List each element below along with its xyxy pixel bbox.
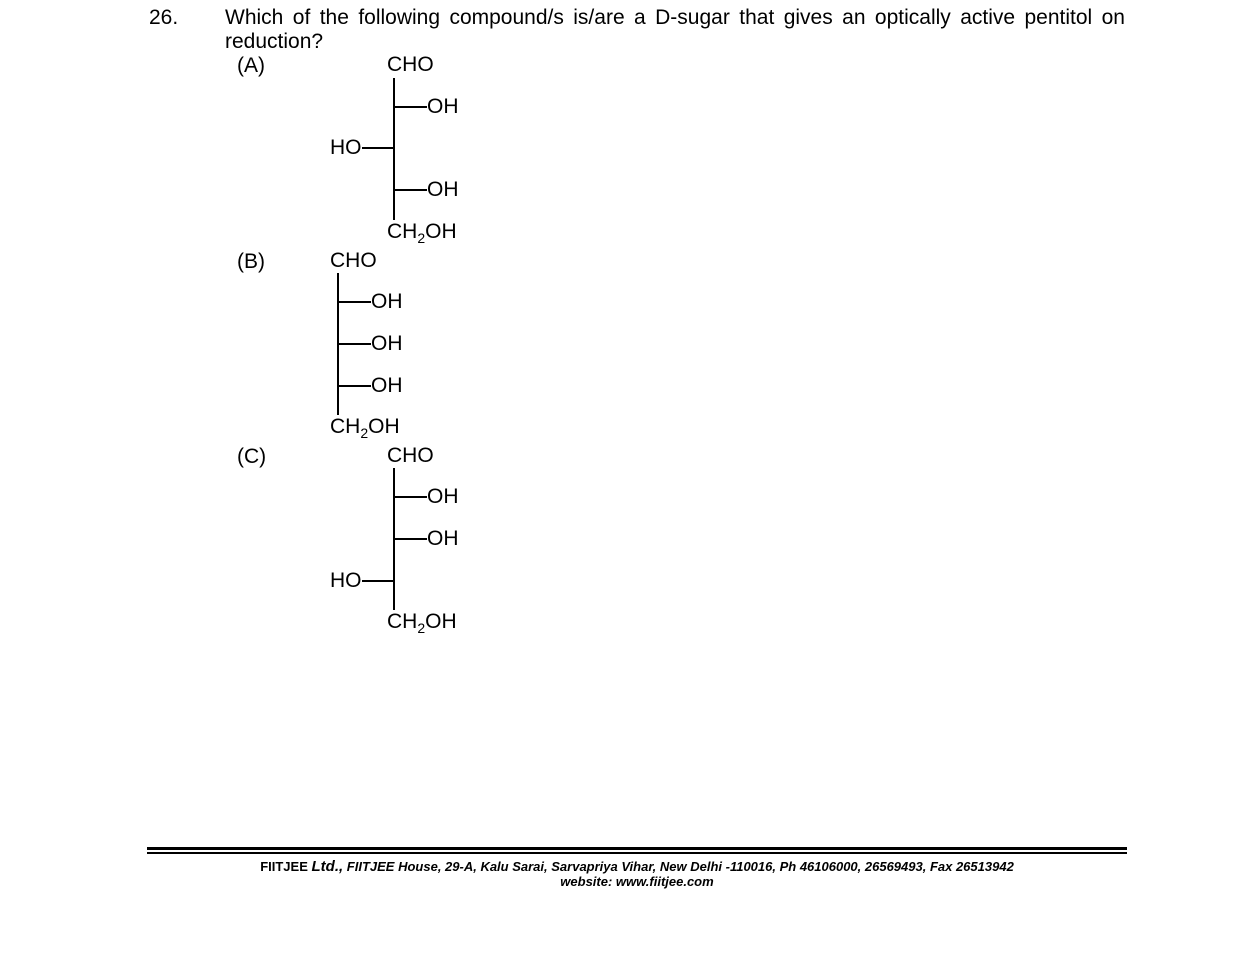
fischer-substituent: OH	[371, 374, 403, 397]
fischer-top-group: CHO	[387, 53, 434, 76]
footer-brand: FIITJEE	[260, 859, 308, 874]
fischer-top-group: CHO	[330, 249, 377, 272]
fischer-bond-right	[394, 538, 427, 540]
fischer-substituent: OH	[427, 485, 459, 508]
option-c-label: (C)	[237, 445, 267, 468]
option-a-label: (A)	[237, 54, 265, 77]
fischer-substituent: HO	[330, 569, 362, 592]
fischer-bottom-group: $CH_2OH$	[387, 220, 457, 247]
fischer-bond-right	[394, 496, 427, 498]
footer-address	[147, 858, 1127, 875]
footer-website: website: www.fiitjee.com	[560, 874, 714, 889]
footer-ltd: Ltd.,	[311, 858, 344, 875]
fischer-substituent: OH	[427, 178, 459, 201]
fischer-substituent: HO	[330, 136, 362, 159]
fischer-top-group: CHO	[387, 444, 434, 467]
fischer-substituent: OH	[427, 527, 459, 550]
fischer-bond-left	[362, 580, 394, 582]
fischer-substituent: OH	[371, 290, 403, 313]
option-b-label: (B)	[237, 250, 265, 273]
footer-rule-thin	[147, 852, 1127, 854]
fischer-substituent: OH	[371, 332, 403, 355]
footer-address-text: FIITJEE House, 29-A, Kalu Sarai, Sarvapriya Vihar, New Delhi -110016, Ph 46106000, 26569493, Fax 26513942	[346, 859, 1014, 874]
fischer-substituent: OH	[427, 95, 459, 118]
footer-rule-thick	[147, 847, 1127, 850]
question-text: Which of the following compound/s is/are a D-sugar that gives an optically active pentitol on reduction?	[225, 6, 1125, 53]
fischer-bottom-group: $CH_2OH$	[387, 610, 457, 637]
question-number: 26.	[149, 6, 179, 29]
fischer-bottom-group: $CH_2OH$	[330, 415, 400, 442]
